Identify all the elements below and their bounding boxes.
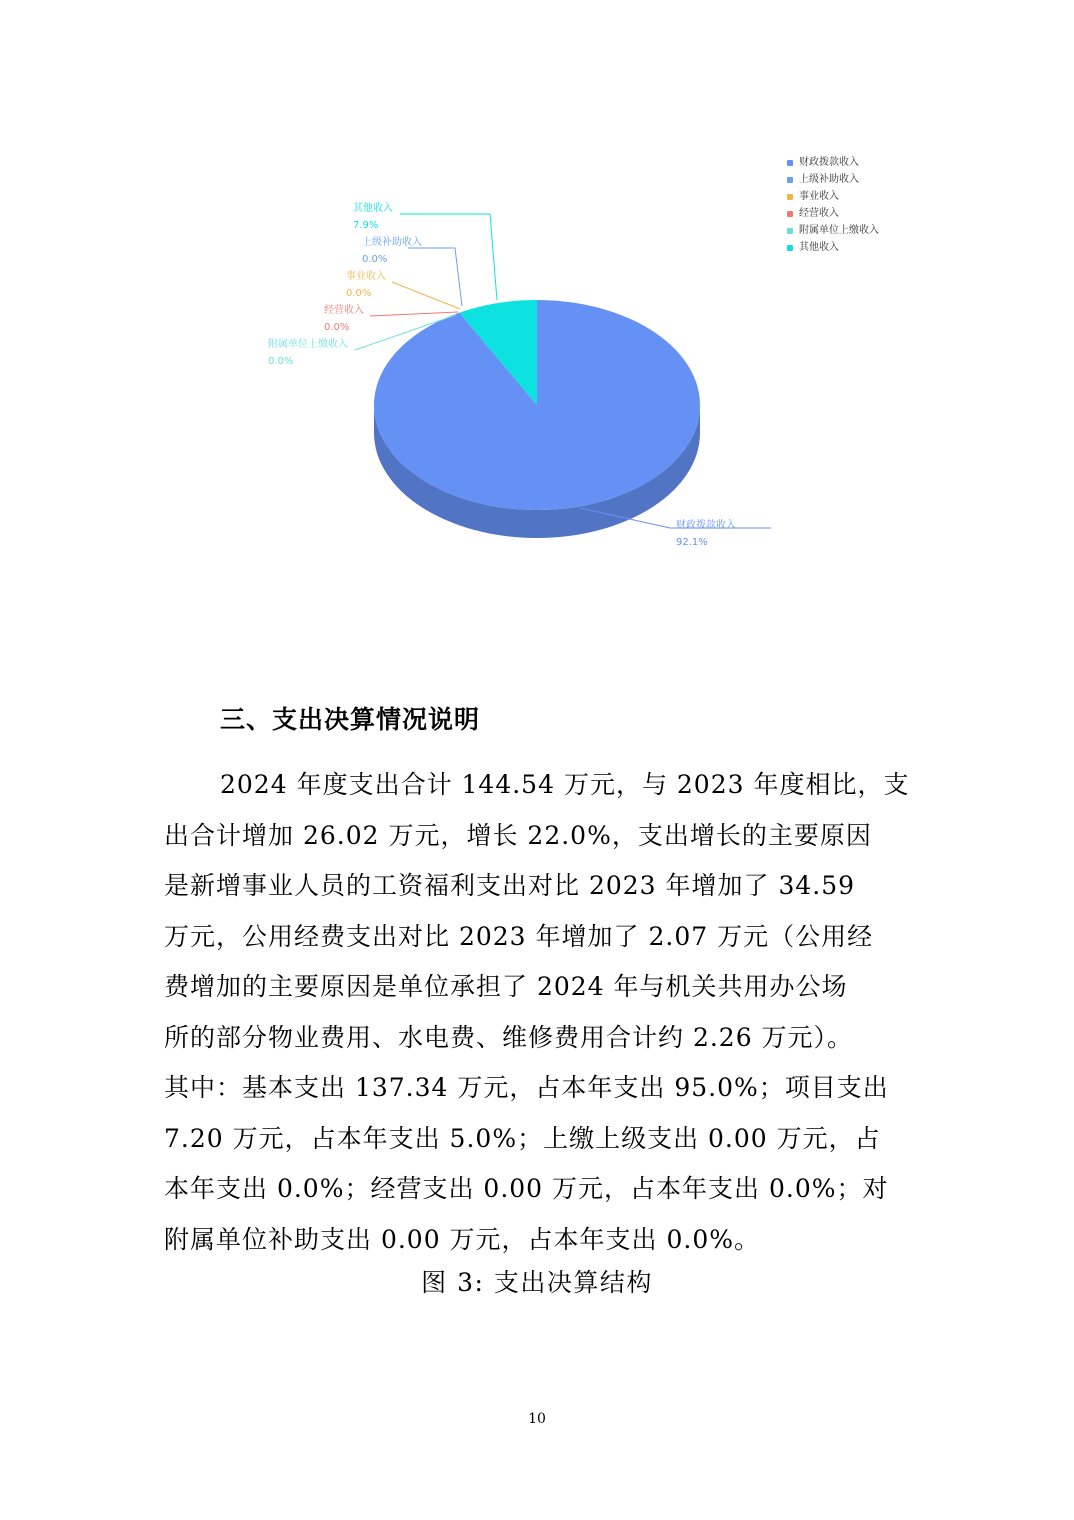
slice-category-label: 附属单位上缴收入 bbox=[268, 339, 348, 350]
legend-swatch bbox=[787, 245, 793, 251]
legend-item[interactable] bbox=[787, 154, 879, 171]
slice-value-label: 7.9% bbox=[353, 220, 379, 231]
legend-label: 附属单位上缴收入 bbox=[799, 225, 879, 236]
label-leader-line bbox=[370, 312, 458, 316]
slice-category-label: 上级补助收入 bbox=[362, 237, 422, 248]
legend-label: 经营收入 bbox=[799, 208, 839, 219]
legend-label: 事业收入 bbox=[799, 191, 839, 202]
legend-label: 财政拨款收入 bbox=[799, 157, 859, 168]
legend-swatch bbox=[787, 228, 793, 234]
section-paragraph bbox=[164, 760, 914, 1265]
legend-label: 其他收入 bbox=[799, 242, 839, 253]
legend-item[interactable] bbox=[787, 188, 879, 205]
legend-swatch bbox=[787, 160, 793, 166]
legend-label: 上级补助收入 bbox=[799, 174, 859, 185]
paragraph-line: 所的部分物业费用、水电费、维修费用合计约 2.26 万元）。 bbox=[164, 1022, 854, 1052]
slice-value-label: 0.0% bbox=[268, 356, 294, 367]
paragraph-line: 附属单位补助支出 0.00 万元，占本年支出 0.0%。 bbox=[164, 1224, 761, 1254]
paragraph-line: 是新增事业人员的工资福利支出对比 2023 年增加了 34.59 bbox=[164, 871, 856, 900]
pie-chart bbox=[0, 0, 1074, 600]
paragraph-line: 7.20 万元，占本年支出 5.0%；上缴上级支出 0.00 万元，占 bbox=[164, 1123, 881, 1153]
slice-category-label: 经营收入 bbox=[324, 305, 364, 316]
slice-value-label: 92.1% bbox=[676, 537, 708, 548]
slice-category-label: 其他收入 bbox=[353, 203, 393, 214]
legend-swatch bbox=[787, 177, 793, 183]
chart-legend bbox=[787, 154, 879, 256]
slice-category-label: 财政拨款收入 bbox=[676, 520, 736, 531]
paragraph-line: 费增加的主要原因是单位承担了 2024 年与机关共用办公场 bbox=[164, 972, 848, 1001]
slice-value-label: 0.0% bbox=[362, 254, 388, 265]
legend-swatch bbox=[787, 211, 793, 217]
legend-item[interactable] bbox=[787, 239, 879, 256]
paragraph-line: 本年支出 0.0%；经营支出 0.00 万元，占本年支出 0.0%；对 bbox=[164, 1174, 889, 1203]
slice-value-label: 0.0% bbox=[324, 322, 350, 333]
slice-value-label: 0.0% bbox=[346, 288, 372, 299]
paragraph-line: 其中：基本支出 137.34 万元，占本年支出 95.0%；项目支出 bbox=[164, 1073, 889, 1102]
paragraph-line: 出合计增加 26.02 万元，增长 22.0%，支出增长的主要原因 bbox=[164, 820, 872, 850]
label-leader-line bbox=[408, 248, 462, 306]
legend-item[interactable] bbox=[787, 205, 879, 222]
paragraph-line: 2024 年度支出合计 144.54 万元，与 2023 年度相比，支 bbox=[220, 770, 910, 799]
section-heading: 三、支出决算情况说明 bbox=[220, 705, 481, 734]
legend-item[interactable] bbox=[787, 171, 879, 188]
page-number: 10 bbox=[528, 1411, 546, 1427]
legend-swatch bbox=[787, 194, 793, 200]
label-leader-line bbox=[392, 282, 460, 309]
figure-caption: 图 3: 支出决算结构 bbox=[421, 1268, 653, 1297]
legend-item[interactable] bbox=[787, 222, 879, 239]
slice-category-label: 事业收入 bbox=[346, 271, 386, 282]
label-leader-line bbox=[400, 214, 497, 300]
paragraph-line: 万元，公用经费支出对比 2023 年增加了 2.07 万元（公用经 bbox=[164, 921, 874, 951]
